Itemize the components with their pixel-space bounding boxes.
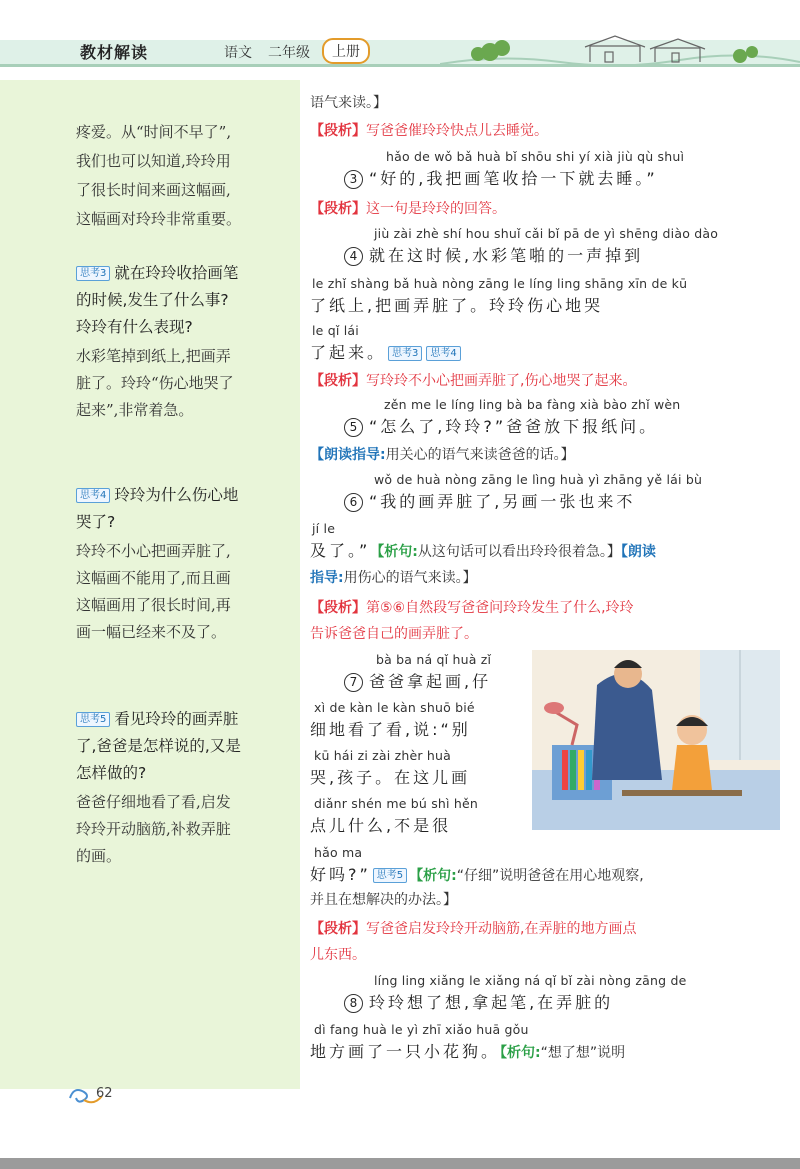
question-text: 就在玲玲收拾画笔 <box>114 264 239 282</box>
paragraph-text: 地方画了一只小花狗。 <box>310 1042 501 1061</box>
pinyin-line: xì de kàn le kàn shuō bié <box>314 700 475 715</box>
think-tag-3: 思考3 <box>76 266 110 281</box>
analysis-text: 第⑤⑥自然段写爸爸问玲玲发生了什么,玲玲 <box>366 600 634 616</box>
question-4 <box>76 483 238 508</box>
paragraph-text: 细地看了看,说:“别 <box>310 720 471 739</box>
intro-line: 这幅画对玲玲非常重要。 <box>76 210 242 228</box>
analysis-text: 写爸爸启发玲玲开动脑筋,在弄脏的地方画点 <box>366 921 637 937</box>
think-tag-5: 思考5 <box>76 712 110 727</box>
analysis-text: 儿东西。 <box>310 947 366 963</box>
paragraph-text: “好的,我把画笔收拾一下就去睡。” <box>369 169 658 188</box>
page-number: 62 <box>96 1086 113 1101</box>
paragraph-4 <box>344 243 643 266</box>
answer-text: 脏了。玲玲“伤心地哭了 <box>76 374 234 392</box>
paragraph-text: 了纸上,把画弄脏了。玲玲伤心地哭 <box>310 296 604 315</box>
answer-text: 玲玲不小心把画弄脏了, <box>76 542 231 560</box>
answer-text: 画一幅已经来不及了。 <box>76 623 227 641</box>
paragraph-text: 及了。” <box>310 541 371 560</box>
answer-text: 这幅画不能用了,而且画 <box>76 569 231 587</box>
analysis-note <box>310 370 636 390</box>
father-daughter-illustration <box>532 650 780 830</box>
analysis-label: 【段析】 <box>310 123 366 139</box>
sentence-analysis-text: 并且在想解决的办法。】 <box>310 892 457 908</box>
analysis-note <box>310 597 634 617</box>
think-tag-4: 思考4 <box>76 488 110 503</box>
intro-line: 了很长时间来画这幅画, <box>76 181 231 199</box>
pinyin-line: le zhǐ shàng bǎ huà nòng zāng le líng ling shāng xīn de kū <box>312 276 688 291</box>
paragraph-text: 点儿什么,不是很 <box>310 816 452 835</box>
analysis-label: 【段析】 <box>310 600 366 616</box>
pinyin-line: zěn me le líng ling bà ba fàng xià bào zhǐ wèn <box>384 397 681 412</box>
sentence-analysis-label: 【析句: <box>370 544 418 560</box>
paragraph-3 <box>344 166 658 189</box>
think-tag-4[interactable]: 思考4 <box>426 346 460 361</box>
think-tag-3[interactable]: 思考3 <box>388 346 422 361</box>
text-line: 语气来读。】 <box>310 95 387 111</box>
analysis-text: 写玲玲不小心把画弄脏了,伤心地哭了起来。 <box>366 373 637 389</box>
reading-guide <box>310 567 477 587</box>
sentence-analysis-label: 【析句: <box>500 1045 541 1061</box>
question-3 <box>76 261 238 286</box>
question-text: 看见玲玲的画弄脏 <box>114 710 239 728</box>
header-house-illustration <box>440 34 800 68</box>
paragraph-number: 4 <box>344 247 363 266</box>
answer-text: 爸爸仔细地看了看,启发 <box>76 793 231 811</box>
analysis-label: 【段析】 <box>310 373 366 389</box>
paragraph-8 <box>344 990 613 1013</box>
question-5 <box>76 707 238 732</box>
answer-text: 起来”,非常着急。 <box>76 401 194 419</box>
paragraph-6 <box>344 489 635 512</box>
reading-guide-text: 用伤心的语气来读。】 <box>343 570 477 586</box>
analysis-text: 写爸爸催玲玲快点儿去睡觉。 <box>366 123 548 139</box>
question-text: 怎样做的? <box>76 764 147 782</box>
sentence-analysis-text: 从这句话可以看出玲玲很着急。】 <box>417 544 621 560</box>
pinyin-line: jiù zài zhè shí hou shuǐ cǎi bǐ pā de yì shēng diào dào <box>374 226 719 241</box>
book-title: 教材解读 <box>80 43 149 62</box>
sentence-analysis-text: “仔细”说明爸爸在用心地观察, <box>456 868 644 884</box>
volume-badge: 上册 <box>322 38 370 64</box>
page-header <box>0 0 800 80</box>
pinyin-line: hǎo ma <box>314 845 363 860</box>
paragraph-text: 爸爸拿起画,仔 <box>369 672 492 691</box>
grade-label: 二年级 <box>268 45 310 61</box>
paragraph-text: 玲玲想了想,拿起笔,在弄脏的 <box>369 993 614 1012</box>
pinyin-line: le qǐ lái <box>312 323 359 338</box>
intro-line: 疼爱。从“时间不早了”, <box>76 123 232 141</box>
paragraph-text: 了起来。 <box>310 343 387 362</box>
question-text: 了,爸爸是怎样说的,又是 <box>76 737 241 755</box>
question-text: 的时候,发生了什么事? <box>76 291 229 309</box>
pinyin-line: jí le <box>312 521 336 536</box>
pinyin-line: bà ba ná qǐ huà zǐ <box>376 652 492 667</box>
answer-text: 玲玲开动脑筋,补救弄脏 <box>76 820 231 838</box>
analysis-note <box>310 918 636 938</box>
subject-label: 语文 <box>224 45 252 61</box>
think-tag-5[interactable]: 思考5 <box>373 868 407 883</box>
paragraph-8-end <box>310 1039 625 1062</box>
pinyin-line: diǎnr shén me bú shì hěn <box>314 796 479 811</box>
analysis-note <box>310 120 548 140</box>
reading-guide-label: 【朗读指导: <box>310 447 386 463</box>
analysis-label: 【段析】 <box>310 921 366 937</box>
paragraph-text: “我的画弄脏了,另画一张也来不 <box>369 492 636 511</box>
paragraph-number: 6 <box>344 493 363 512</box>
question-text: 玲玲有什么表现? <box>76 318 193 336</box>
main-text-column <box>300 80 800 1089</box>
intro-line: 我们也可以知道,玲玲用 <box>76 152 231 170</box>
paragraph-7 <box>344 669 491 692</box>
reading-guide-label: 【朗读 <box>620 544 656 560</box>
answer-text: 这幅画用了很长时间,再 <box>76 596 231 614</box>
sentence-analysis-label: 【析句: <box>409 868 457 884</box>
question-text: 哭了? <box>76 513 116 531</box>
reading-guide <box>310 444 575 464</box>
paragraph-text: 哭,孩子。在这儿画 <box>310 768 471 787</box>
paragraph-number: 3 <box>344 170 363 189</box>
paragraph-text: 好吗?” <box>310 865 371 884</box>
pinyin-line: líng ling xiǎng le xiǎng ná qǐ bǐ zài nòng zāng de <box>374 973 687 988</box>
reading-guide-text: 用关心的语气来读爸爸的话。】 <box>385 447 575 463</box>
bottom-edge <box>0 1158 800 1169</box>
paragraph-number: 8 <box>344 994 363 1013</box>
pinyin-line: kū hái zi zài zhèr huà <box>314 748 452 763</box>
analysis-text: 告诉爸爸自己的画弄脏了。 <box>310 626 478 642</box>
paragraph-6-end <box>310 538 656 561</box>
sentence-analysis-text: “想了想”说明 <box>540 1045 626 1061</box>
answer-text: 的画。 <box>76 847 122 865</box>
paragraph-5 <box>344 414 658 437</box>
paragraph-text: “怎么了,玲玲?”爸爸放下报纸问。 <box>369 417 659 436</box>
paragraph-number: 5 <box>344 418 363 437</box>
pinyin-line: hǎo de wǒ bǎ huà bǐ shōu shi yí xià jiù qù shuì <box>386 149 685 164</box>
paragraph-4-end <box>310 340 463 363</box>
pinyin-line: wǒ de huà nòng zāng le lìng huà yì zhāng yě lái bù <box>374 472 703 487</box>
reading-guide-label: 指导: <box>310 570 344 586</box>
paragraph-number: 7 <box>344 673 363 692</box>
analysis-text: 这一句是玲玲的回答。 <box>366 201 506 217</box>
question-text: 玲玲为什么伤心地 <box>114 486 239 504</box>
analysis-note <box>310 198 506 218</box>
answer-text: 水彩笔掉到纸上,把画弄 <box>76 347 231 365</box>
paragraph-7-end <box>310 862 644 885</box>
paragraph-text: 就在这时候,水彩笔啪的一声掉到 <box>369 246 644 265</box>
left-sidebar <box>0 80 300 1089</box>
pinyin-line: dì fang huà le yì zhī xiǎo huā gǒu <box>314 1022 529 1037</box>
analysis-label: 【段析】 <box>310 201 366 217</box>
